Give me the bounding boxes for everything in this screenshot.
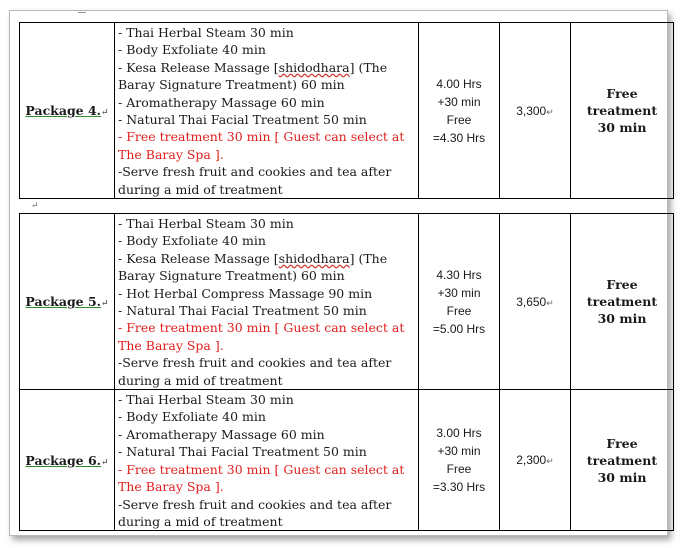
- package-4-table: [19, 22, 674, 199]
- treatment-line: - Aromatherapy Massage 60 min: [118, 94, 325, 110]
- bonus-line: treatment: [586, 294, 658, 310]
- bonus-cell: [571, 390, 674, 531]
- treatment-line: - Natural Thai Facial Treatment 50 min: [118, 112, 367, 128]
- free-treatment-line: - Free treatment 30 min [ Guest can select at The Baray Spa ].: [118, 320, 405, 353]
- duration-cell: [419, 214, 500, 390]
- table-edge-mark: [78, 12, 86, 13]
- bonus-line: Free: [606, 277, 638, 293]
- price: 2,300: [516, 453, 547, 468]
- treatment-line: - Thai Herbal Steam 30 min: [118, 392, 294, 408]
- bonus-line: 30 min: [597, 120, 647, 136]
- treatment-line: - Natural Thai Facial Treatment 50 min: [118, 303, 367, 319]
- duration-line: Free: [446, 112, 472, 127]
- treatment-line: - Natural Thai Facial Treatment 50 min: [118, 444, 367, 460]
- package-5-6-table: [19, 213, 674, 531]
- duration-line: Free: [446, 303, 472, 318]
- treatment-line: - Body Exfoliate 40 min: [118, 409, 266, 425]
- bonus-line: 30 min: [597, 311, 647, 327]
- price-cell: 3,650↵: [500, 214, 571, 390]
- package-name: Package 5.: [25, 294, 102, 310]
- duration-cell: [419, 390, 500, 531]
- bonus-cell: [571, 23, 674, 199]
- package-6-row: [20, 390, 674, 531]
- package-4-row: [20, 23, 674, 199]
- treatment-line: - Thai Herbal Steam 30 min: [118, 25, 294, 40]
- paragraph-mark: ↵: [31, 201, 39, 211]
- package-5-row: [20, 214, 674, 390]
- bonus-line: 30 min: [597, 469, 647, 485]
- treatment-list-cell: [115, 23, 419, 199]
- treatment-line: - Hot Herbal Compress Massage 90 min: [118, 285, 373, 301]
- price: 3,300: [516, 103, 547, 118]
- treatment-line: - Kesa Release Massage [shidodhara] (The Baray Signature Treatment) 60 min: [118, 250, 388, 284]
- duration-line: =5.00 Hrs: [432, 321, 486, 336]
- bonus-line: treatment: [586, 452, 658, 468]
- price-cell: 3,300↵: [500, 23, 571, 199]
- serve-line: -Serve fresh fruit and cookies and tea after during a mid of treatment: [118, 496, 392, 529]
- treatment-line: - Aromatherapy Massage 60 min: [118, 426, 325, 442]
- package-name: Package 6.: [25, 452, 102, 468]
- package-name-cell: Package 4.↵: [20, 23, 115, 199]
- duration-line: +30 min: [437, 444, 481, 459]
- package-name-cell: Package 5.↵: [20, 214, 115, 390]
- treatment-list-cell: [115, 214, 419, 390]
- serve-line: -Serve fresh fruit and cookies and tea after during a mid of treatment: [118, 355, 392, 388]
- bonus-line: Free: [606, 86, 638, 102]
- free-treatment-line: - Free treatment 30 min [ Guest can select at The Baray Spa ].: [118, 129, 405, 162]
- duration-cell: [419, 23, 500, 199]
- treatment-line: - Kesa Release Massage [shidodhara] (The Baray Signature Treatment) 60 min: [118, 59, 388, 93]
- treatment-line: - Body Exfoliate 40 min: [118, 42, 266, 58]
- treatment-line: - Body Exfoliate 40 min: [118, 233, 266, 249]
- bonus-line: Free: [606, 435, 638, 451]
- bonus-line: treatment: [586, 103, 658, 119]
- duration-line: 3.00 Hrs: [436, 426, 482, 441]
- duration-line: 4.00 Hrs: [436, 76, 482, 91]
- duration-line: +30 min: [437, 285, 481, 300]
- duration-line: Free: [446, 462, 472, 477]
- price-cell: 2,300↵: [500, 390, 571, 531]
- duration-line: +30 min: [437, 94, 481, 109]
- bonus-cell: [571, 214, 674, 390]
- duration-line: 4.30 Hrs: [436, 267, 482, 282]
- package-name: Package 4.: [25, 103, 102, 119]
- treatment-line: - Thai Herbal Steam 30 min: [118, 216, 294, 231]
- serve-line: -Serve fresh fruit and cookies and tea after during a mid of treatment: [118, 164, 392, 197]
- free-treatment-line: - Free treatment 30 min [ Guest can select at The Baray Spa ].: [118, 461, 405, 495]
- package-name-cell: Package 6.↵: [20, 390, 115, 531]
- duration-line: =4.30 Hrs: [432, 130, 486, 145]
- price: 3,650: [516, 294, 547, 309]
- duration-line: =3.30 Hrs: [432, 480, 486, 495]
- treatment-list-cell: [115, 390, 419, 531]
